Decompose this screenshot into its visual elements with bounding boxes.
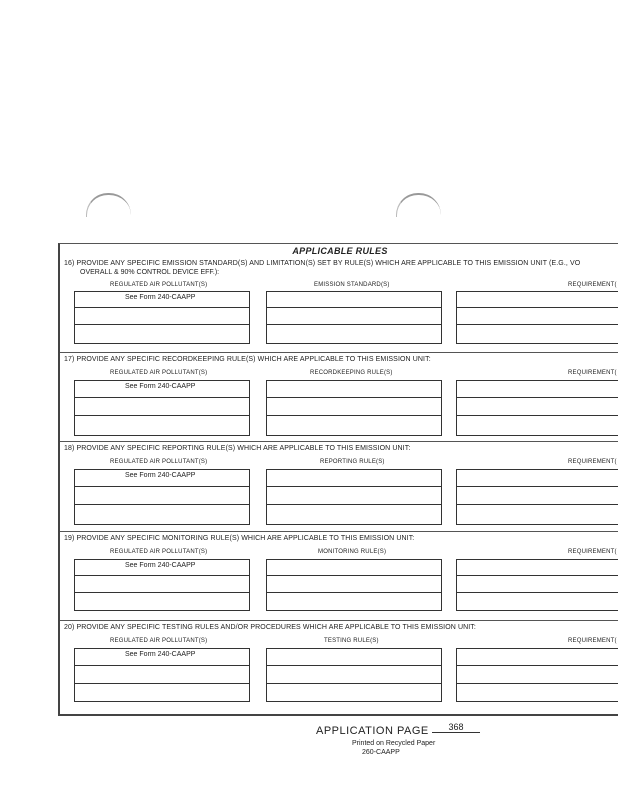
section-16-question: 16) PROVIDE ANY SPECIFIC EMISSION STANDARD(S) AND LIMITATION(S) SET BY RULE(S) WHICH ARE APPLICABLE TO THIS EMISSION UNIT (E.G., VO xyxy=(64,260,581,267)
section-16 xyxy=(60,256,618,356)
rules-field[interactable] xyxy=(266,648,442,702)
form-number: 260-CAAPP xyxy=(362,749,400,756)
col-requirements-header: REQUIREMENT( xyxy=(568,282,617,288)
punch-hole-right xyxy=(396,193,441,217)
requirements-field[interactable] xyxy=(456,648,618,702)
see-form-note: See Form 240-CAAPP xyxy=(125,472,196,479)
requirements-field[interactable] xyxy=(456,469,618,525)
col-rules-header: REPORTING RULE(S) xyxy=(320,459,385,465)
section-16-question-cont: OVERALL & 90% CONTROL DEVICE EFF.): xyxy=(80,269,220,276)
rules-field[interactable] xyxy=(266,380,442,436)
applicable-rules-form xyxy=(58,243,618,716)
see-form-note: See Form 240-CAAPP xyxy=(125,651,196,658)
rules-field[interactable] xyxy=(266,559,442,611)
recycled-paper-note: Printed on Recycled Paper xyxy=(352,740,436,747)
section-17-question: 17) PROVIDE ANY SPECIFIC RECORDKEEPING RULE(S) WHICH ARE APPLICABLE TO THIS EMISSION UNIT: xyxy=(64,356,431,363)
rules-field[interactable] xyxy=(266,469,442,525)
col-requirements-header: REQUIREMENT( xyxy=(568,370,617,376)
page-number: 368 xyxy=(432,722,480,733)
col-rules-header: EMISSION STANDARD(S) xyxy=(314,282,390,288)
see-form-note: See Form 240-CAAPP xyxy=(125,383,196,390)
form-title: APPLICABLE RULES xyxy=(292,246,388,256)
section-20-question: 20) PROVIDE ANY SPECIFIC TESTING RULES AND/OR PROCEDURES WHICH ARE APPLICABLE TO THIS EMISSION UNIT: xyxy=(64,624,476,631)
col-pollutants-header: REGULATED AIR POLLUTANT(S) xyxy=(110,370,208,376)
section-17 xyxy=(60,352,618,441)
col-rules-header: TESTING RULE(S) xyxy=(324,638,379,644)
see-form-note: See Form 240-CAAPP xyxy=(125,562,196,569)
pollutants-field[interactable] xyxy=(74,648,250,702)
col-requirements-header: REQUIREMENT( xyxy=(568,638,617,644)
col-pollutants-header: REGULATED AIR POLLUTANT(S) xyxy=(110,549,208,555)
col-rules-header: MONITORING RULE(S) xyxy=(318,549,387,555)
rules-field[interactable] xyxy=(266,291,442,344)
see-form-note: See Form 240-CAAPP xyxy=(125,294,196,301)
section-19-question: 19) PROVIDE ANY SPECIFIC MONITORING RULE(S) WHICH ARE APPLICABLE TO THIS EMISSION UNIT: xyxy=(64,535,415,542)
col-pollutants-header: REGULATED AIR POLLUTANT(S) xyxy=(110,638,208,644)
section-18-question: 18) PROVIDE ANY SPECIFIC REPORTING RULE(S) WHICH ARE APPLICABLE TO THIS EMISSION UNIT: xyxy=(64,445,411,452)
col-rules-header: RECORDKEEPING RULE(S) xyxy=(310,370,393,376)
application-page-label: APPLICATION PAGE xyxy=(316,725,429,737)
pollutants-field[interactable] xyxy=(74,380,250,436)
punch-hole-left xyxy=(86,193,131,217)
requirements-field[interactable] xyxy=(456,380,618,436)
section-20 xyxy=(60,620,618,713)
col-pollutants-header: REGULATED AIR POLLUTANT(S) xyxy=(110,459,208,465)
pollutants-field[interactable] xyxy=(74,291,250,344)
col-pollutants-header: REGULATED AIR POLLUTANT(S) xyxy=(110,282,208,288)
requirements-field[interactable] xyxy=(456,291,618,344)
col-requirements-header: REQUIREMENT( xyxy=(568,549,617,555)
pollutants-field[interactable] xyxy=(74,559,250,611)
section-19 xyxy=(60,531,618,620)
pollutants-field[interactable] xyxy=(74,469,250,525)
col-requirements-header: REQUIREMENT( xyxy=(568,459,617,465)
requirements-field[interactable] xyxy=(456,559,618,611)
section-18 xyxy=(60,441,618,530)
